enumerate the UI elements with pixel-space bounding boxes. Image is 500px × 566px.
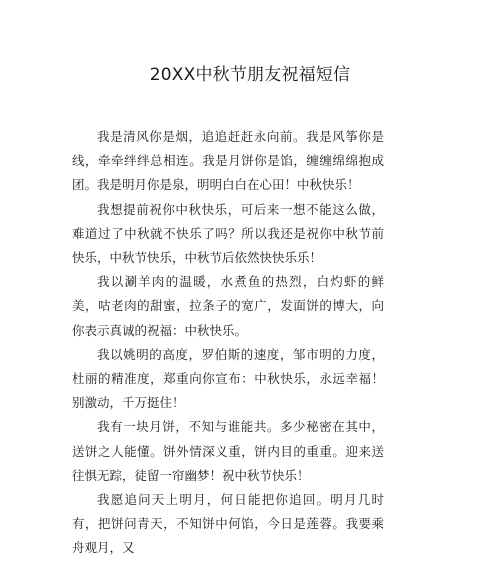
- paragraph: 我有一块月饼，不知与谁能共。多少秘密在其中，送饼之人能懂。饼外情深义重，饼内目的重重。迎来送往惧无踪，徒留一帘幽梦！祝中秋节快乐！: [72, 419, 384, 483]
- paragraph: 我想提前祝你中秋快乐，可后来一想不能这么做，难道过了中秋就不快乐了吗？所以我还是祝你中秋节前快乐，中秋节快乐，中秋节后依然快快乐乐！: [72, 201, 384, 266]
- document-title: 20XX中秋节朋友祝福短信: [149, 65, 351, 85]
- paragraph: 我愿追问天上明月，何日能把你追回。明月几时有，把饼问青天，不知饼中何馅，今日是莲蓉。我要乘舟观月，又: [72, 492, 384, 556]
- document-body: [72, 125, 384, 561]
- paragraph: 我以姚明的高度，罗伯斯的速度，邹市明的力度，杜丽的精准度，郑重向你宣布：中秋快乐，永远幸福！别激动，千万挺住！: [72, 346, 384, 411]
- paragraph: 我以涮羊肉的温暖，水煮鱼的热烈，白灼虾的鲜美，咕老肉的甜蜜，拉条子的宽广，发面饼的博大，向你表示真诚的祝福：中秋快乐。: [72, 274, 384, 338]
- paragraph: 我是清风你是烟，追追赶赶永向前。我是风筝你是线，牵牵绊绊总相连。我是月饼你是馅，缠缠绵绵抱成团。我是明月你是泉，明明白白在心田！中秋快乐！: [72, 129, 384, 193]
